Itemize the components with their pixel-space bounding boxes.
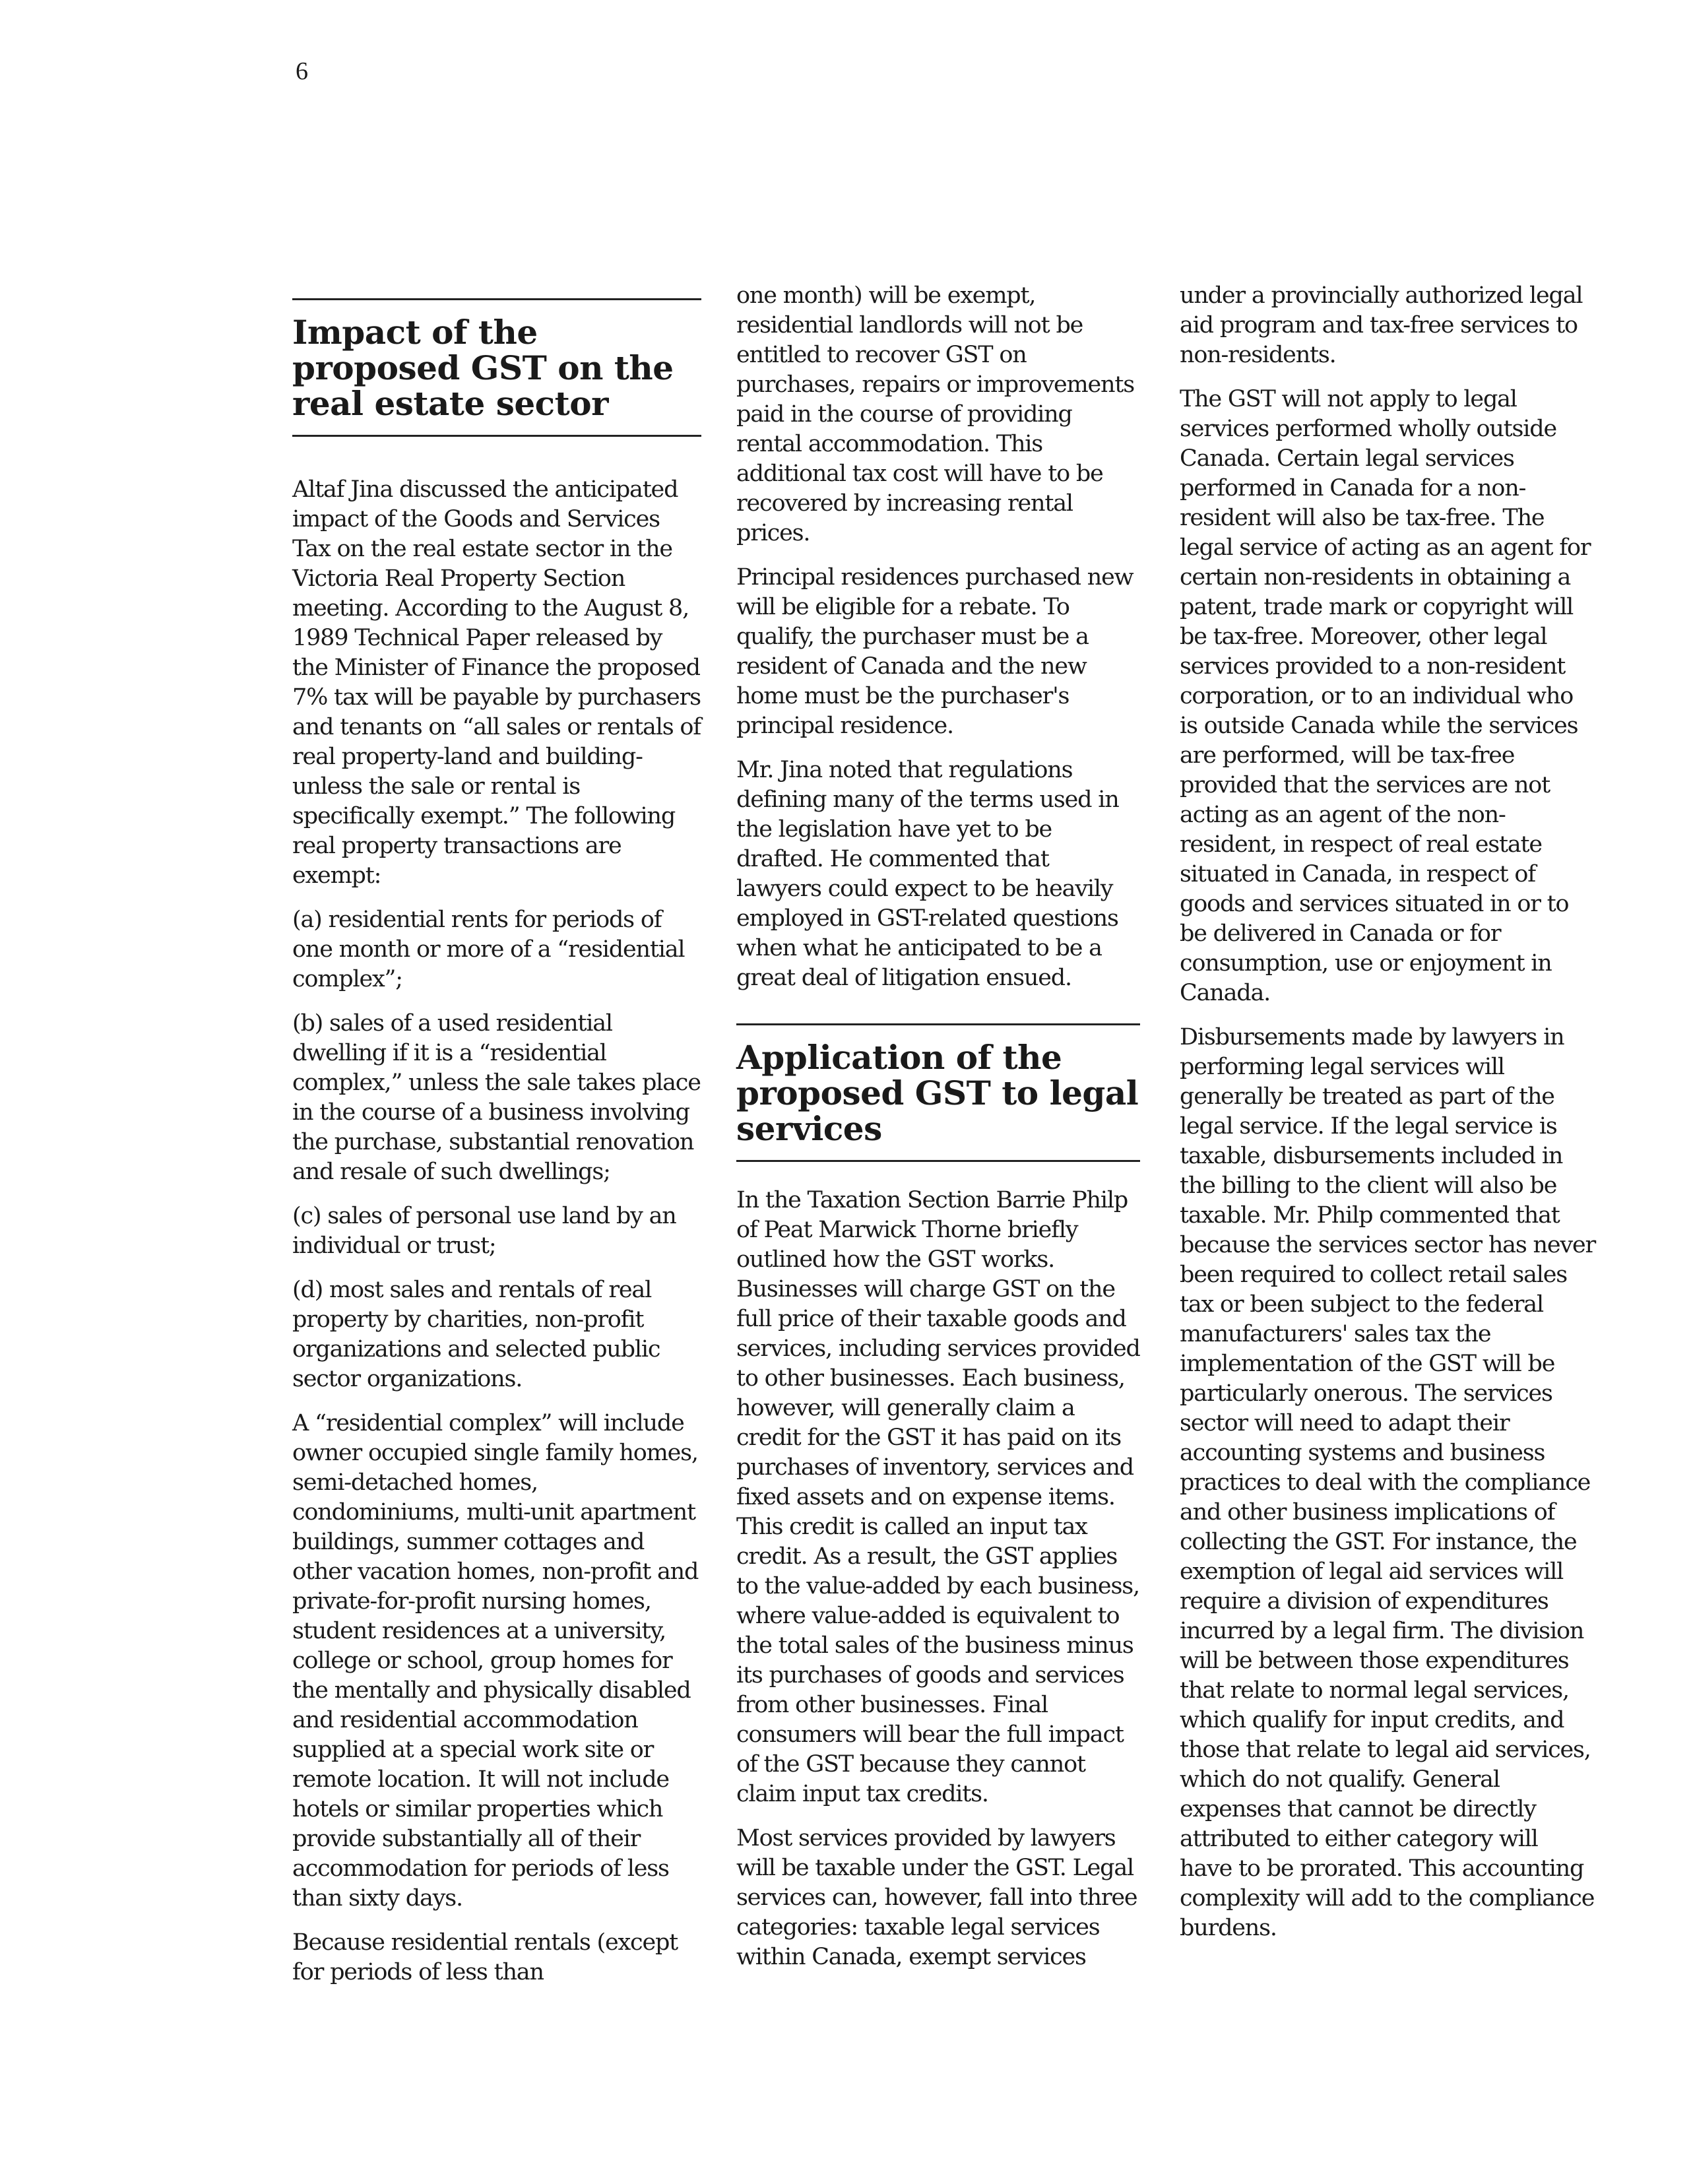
heading-rule-top	[292, 298, 701, 300]
heading-rule-bottom	[292, 435, 701, 437]
paragraph: Principal residences purchased new will be eligible for a rebate. To qualify, the purchaser must be a resident of Canada and the new home must be the purchaser's principal residence.	[736, 564, 1133, 739]
paragraph: Because residential rentals (except for periods of less than	[292, 1929, 678, 1985]
article-body	[736, 1186, 1140, 1972]
column-2	[736, 281, 1140, 1987]
paragraph: one month) will be exempt, residential landlords will not be entitled to recover GST on purchases, repairs or improvements paid in the course of providing rental accommodation. This additional tax cost will have to be recovered by increasing rental prices.	[736, 282, 1134, 546]
heading-rule-top	[736, 1023, 1140, 1025]
article-body	[1180, 281, 1595, 1943]
paragraph: The GST will not apply to legal services performed wholly outside Canada. Certain legal services performed in Canada for a non-resident will also be tax-free. The legal service of acting as an agent for certain non-residents in obtaining a patent, trade mark or copyright will be tax-free. Moreover, other legal services provided to a non-resident corporation, or to an individual who is outside Canada while the services are performed, will be tax-free provided that the services are not acting as an agent of the non-resident, in respect of real estate situated in Canada, in respect of goods and services situated in or to be delivered in Canada or for consumption, use or enjoyment in Canada.	[1180, 386, 1591, 1006]
article-body	[736, 281, 1140, 993]
paragraph: (b) sales of a used residential dwelling if it is a “residential complex,” unless the sale takes place in the course of a business involving the purchase, substantial renovation and resale of such dwellings;	[292, 1010, 701, 1185]
paragraph: In the Taxation Section Barrie Philp of Peat Marwick Thorne briefly outlined how the GST works. Businesses will charge GST on the full price of their taxable goods and services, including services provided to other businesses. Each business, however, will generally claim a credit for the GST it has paid on its purchases of inventory, services and fixed assets and on expense items. This credit is called an input tax credit. As a result, the GST applies to the value-added by each business, where value-added is equivalent to the total sales of the business minus its purchases of goods and services from other businesses. Final consumers will bear the full impact of the GST because they cannot claim input tax credits.	[736, 1187, 1140, 1807]
paragraph: Most services provided by lawyers will be taxable under the GST. Legal services can, however, fall into three categories: taxable legal services within Canada, exempt services	[736, 1825, 1137, 1970]
paragraph: Mr. Jina noted that regulations defining many of the terms used in the legislation have yet to be drafted. He commented that lawyers could expect to be heavily employed in GST-related questions when what he anticipated to be a great deal of litigation ensued.	[736, 757, 1119, 991]
page-number: 6	[296, 57, 308, 85]
paragraph: Altaf Jina discussed the anticipated impact of the Goods and Services Tax on the real estate sector in the Victoria Real Property Section meeting. According to the August 8, 1989 Technical Paper released by the Minister of Finance the proposed 7% tax will be payable by purchasers and tenants on “all sales or rentals of real property-land and building-unless the sale or rental is specifically exempt.” The following real property transactions are exempt:	[292, 476, 701, 889]
column-1	[292, 281, 701, 2002]
column-3	[1180, 281, 1595, 1958]
paragraph: under a provincially authorized legal aid program and tax-free services to non-residents.	[1180, 282, 1583, 368]
paragraph: (a) residential rents for periods of one month or more of a “residential complex”;	[292, 907, 685, 992]
section-heading-real-estate: Impact of the proposed GST on the real estate sector	[292, 313, 674, 423]
article-body	[292, 475, 701, 1987]
section-heading-legal-services: Application of the proposed GST to legal services	[736, 1038, 1139, 1148]
heading-rule-bottom	[736, 1160, 1140, 1162]
paragraph: A “residential complex” will include owner occupied single family homes, semi-detached homes, condominiums, multi-unit apartment buildings, summer cottages and other vacation homes, non-profit and private-for-profit nursing homes, student residences at a university, college or school, group homes for the mentally and physically disabled and residential accommodation supplied at a special work site or remote location. It will not include hotels or similar properties which provide substantially all of their accommodation for periods of less than sixty days.	[292, 1410, 699, 1911]
paragraph: (c) sales of personal use land by an individual or trust;	[292, 1203, 676, 1259]
paragraph: (d) most sales and rentals of real property by charities, non-profit organizations and selected public sector organizations.	[292, 1277, 660, 1392]
paragraph: Disbursements made by lawyers in performing legal services will generally be treated as part of the legal service. If the legal service is taxable, disbursements included in the billing to the client will also be taxable. Mr. Philp commented that because the services sector has never been required to collect retail sales tax or been subject to the federal manufacturers' sales tax the implementation of the GST will be particularly onerous. The services sector will need to adapt their accounting systems and business practices to deal with the compliance and other business implications of collecting the GST. For instance, the exemption of legal aid services will require a division of expenditures incurred by a legal firm. The division will be between those expenditures that relate to normal legal services, which qualify for input credits, and those that relate to legal aid services, which do not qualify. General expenses that cannot be directly attributed to either category will have to be prorated. This accounting complexity will add to the compliance burdens.	[1180, 1024, 1595, 1941]
